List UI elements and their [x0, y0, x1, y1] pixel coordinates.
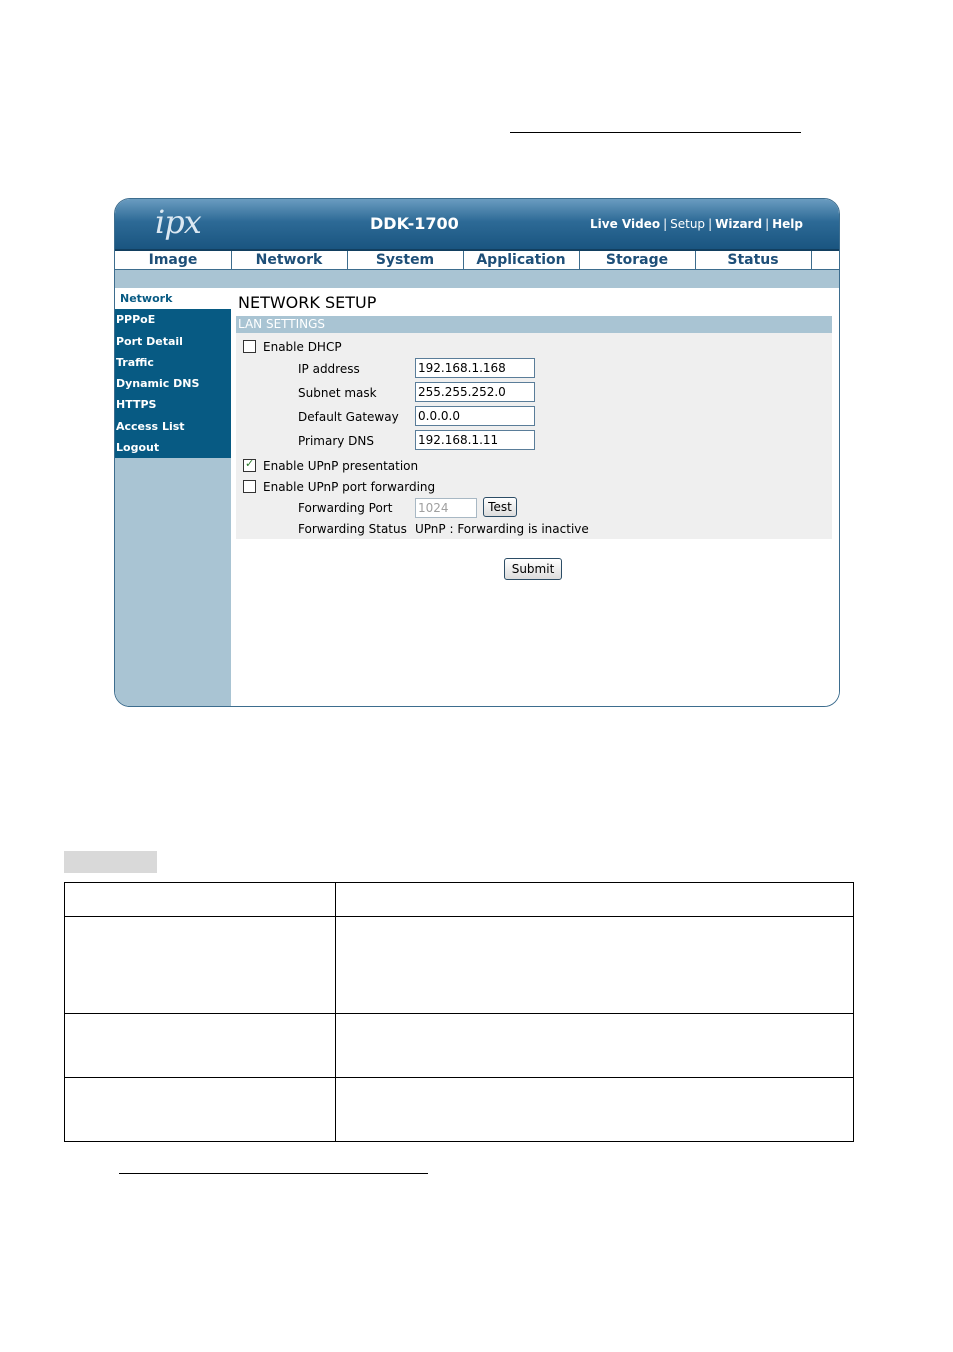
sidebar-item-port-detail[interactable]: Port Detail — [116, 334, 183, 348]
table-cell — [65, 1078, 336, 1142]
sidebar — [115, 288, 231, 706]
primary-dns-label: Primary DNS — [298, 434, 375, 448]
content-area — [231, 288, 839, 706]
sidebar-item-network[interactable]: Network — [115, 288, 231, 309]
table-row — [65, 917, 854, 1014]
tab-network[interactable]: Network — [231, 251, 348, 269]
upnp-forwarding-label: Enable UPnP port forwarding — [263, 480, 436, 494]
section-header-lan-settings: LAN SETTINGS — [236, 316, 832, 333]
link-help[interactable]: Help — [772, 217, 803, 231]
table-cell — [336, 883, 854, 917]
primary-dns-input[interactable]: 192.168.1.11 — [415, 430, 535, 450]
link-wizard[interactable]: Wizard — [715, 217, 763, 231]
ip-address-input[interactable]: 192.168.1.168 — [415, 358, 535, 378]
forwarding-port-label: Forwarding Port — [298, 501, 393, 515]
enable-dhcp-label: Enable DHCP — [263, 340, 342, 354]
link-setup[interactable]: Setup — [670, 217, 706, 231]
sidebar-item-https[interactable]: HTTPS — [116, 398, 157, 412]
enable-dhcp-row — [243, 340, 342, 354]
upnp-presentation-label: Enable UPnP presentation — [263, 459, 419, 473]
main-tabs — [115, 251, 839, 270]
lan-settings-panel — [236, 333, 832, 539]
table-cell — [65, 1014, 336, 1078]
sidebar-item-dynamic-dns[interactable]: Dynamic DNS — [116, 377, 200, 391]
page-title: NETWORK SETUP — [238, 293, 377, 312]
top-separator: | — [765, 217, 770, 231]
forwarding-status-label: Forwarding Status — [298, 522, 407, 536]
table-cell — [65, 917, 336, 1014]
sidebar-item-access-list[interactable]: Access List — [116, 419, 185, 433]
default-gateway-label: Default Gateway — [298, 410, 399, 424]
top-links — [590, 217, 803, 231]
tab-status[interactable]: Status — [695, 251, 812, 269]
table-cell — [65, 883, 336, 917]
sidebar-item-logout[interactable]: Logout — [116, 441, 160, 455]
forwarding-status-value: UPnP : Forwarding is inactive — [415, 522, 589, 536]
document-rule-bottom — [119, 1173, 428, 1174]
upnp-forwarding-checkbox[interactable] — [243, 480, 256, 493]
camera-web-ui-window — [114, 198, 840, 707]
ip-address-label: IP address — [298, 362, 360, 376]
table-row — [65, 1078, 854, 1142]
submit-button[interactable]: Submit — [504, 558, 562, 580]
top-separator: | — [663, 217, 668, 231]
test-button[interactable]: Test — [483, 497, 517, 517]
tab-system[interactable]: System — [347, 251, 464, 269]
tab-application[interactable]: Application — [463, 251, 580, 269]
sidebar-item-pppoe[interactable]: PPPoE — [116, 313, 156, 327]
sub-bar — [115, 270, 839, 288]
subnet-mask-label: Subnet mask — [298, 386, 377, 400]
document-highlight-label — [64, 851, 157, 873]
sidebar-item-traffic[interactable]: Traffic — [116, 355, 154, 369]
tab-image[interactable]: Image — [115, 251, 232, 269]
upnp-presentation-checkbox[interactable] — [243, 459, 256, 472]
top-separator: | — [708, 217, 713, 231]
table-cell — [336, 917, 854, 1014]
model-title: DDK-1700 — [370, 214, 459, 233]
ipx-logo: ipx — [155, 203, 201, 241]
document-table — [64, 882, 854, 1142]
link-live-video[interactable]: Live Video — [590, 217, 661, 231]
forwarding-port-input[interactable]: 1024 — [415, 498, 477, 518]
document-rule-top — [510, 132, 801, 133]
app-header — [115, 199, 839, 251]
table-row — [65, 883, 854, 917]
enable-dhcp-checkbox[interactable] — [243, 340, 256, 353]
table-cell — [336, 1014, 854, 1078]
tab-storage[interactable]: Storage — [579, 251, 696, 269]
upnp-forwarding-row — [243, 480, 435, 494]
table-cell — [336, 1078, 854, 1142]
sidebar-menu — [115, 288, 231, 458]
upnp-presentation-row — [243, 459, 418, 473]
table-row — [65, 1014, 854, 1078]
default-gateway-input[interactable]: 0.0.0.0 — [415, 406, 535, 426]
subnet-mask-input[interactable]: 255.255.252.0 — [415, 382, 535, 402]
